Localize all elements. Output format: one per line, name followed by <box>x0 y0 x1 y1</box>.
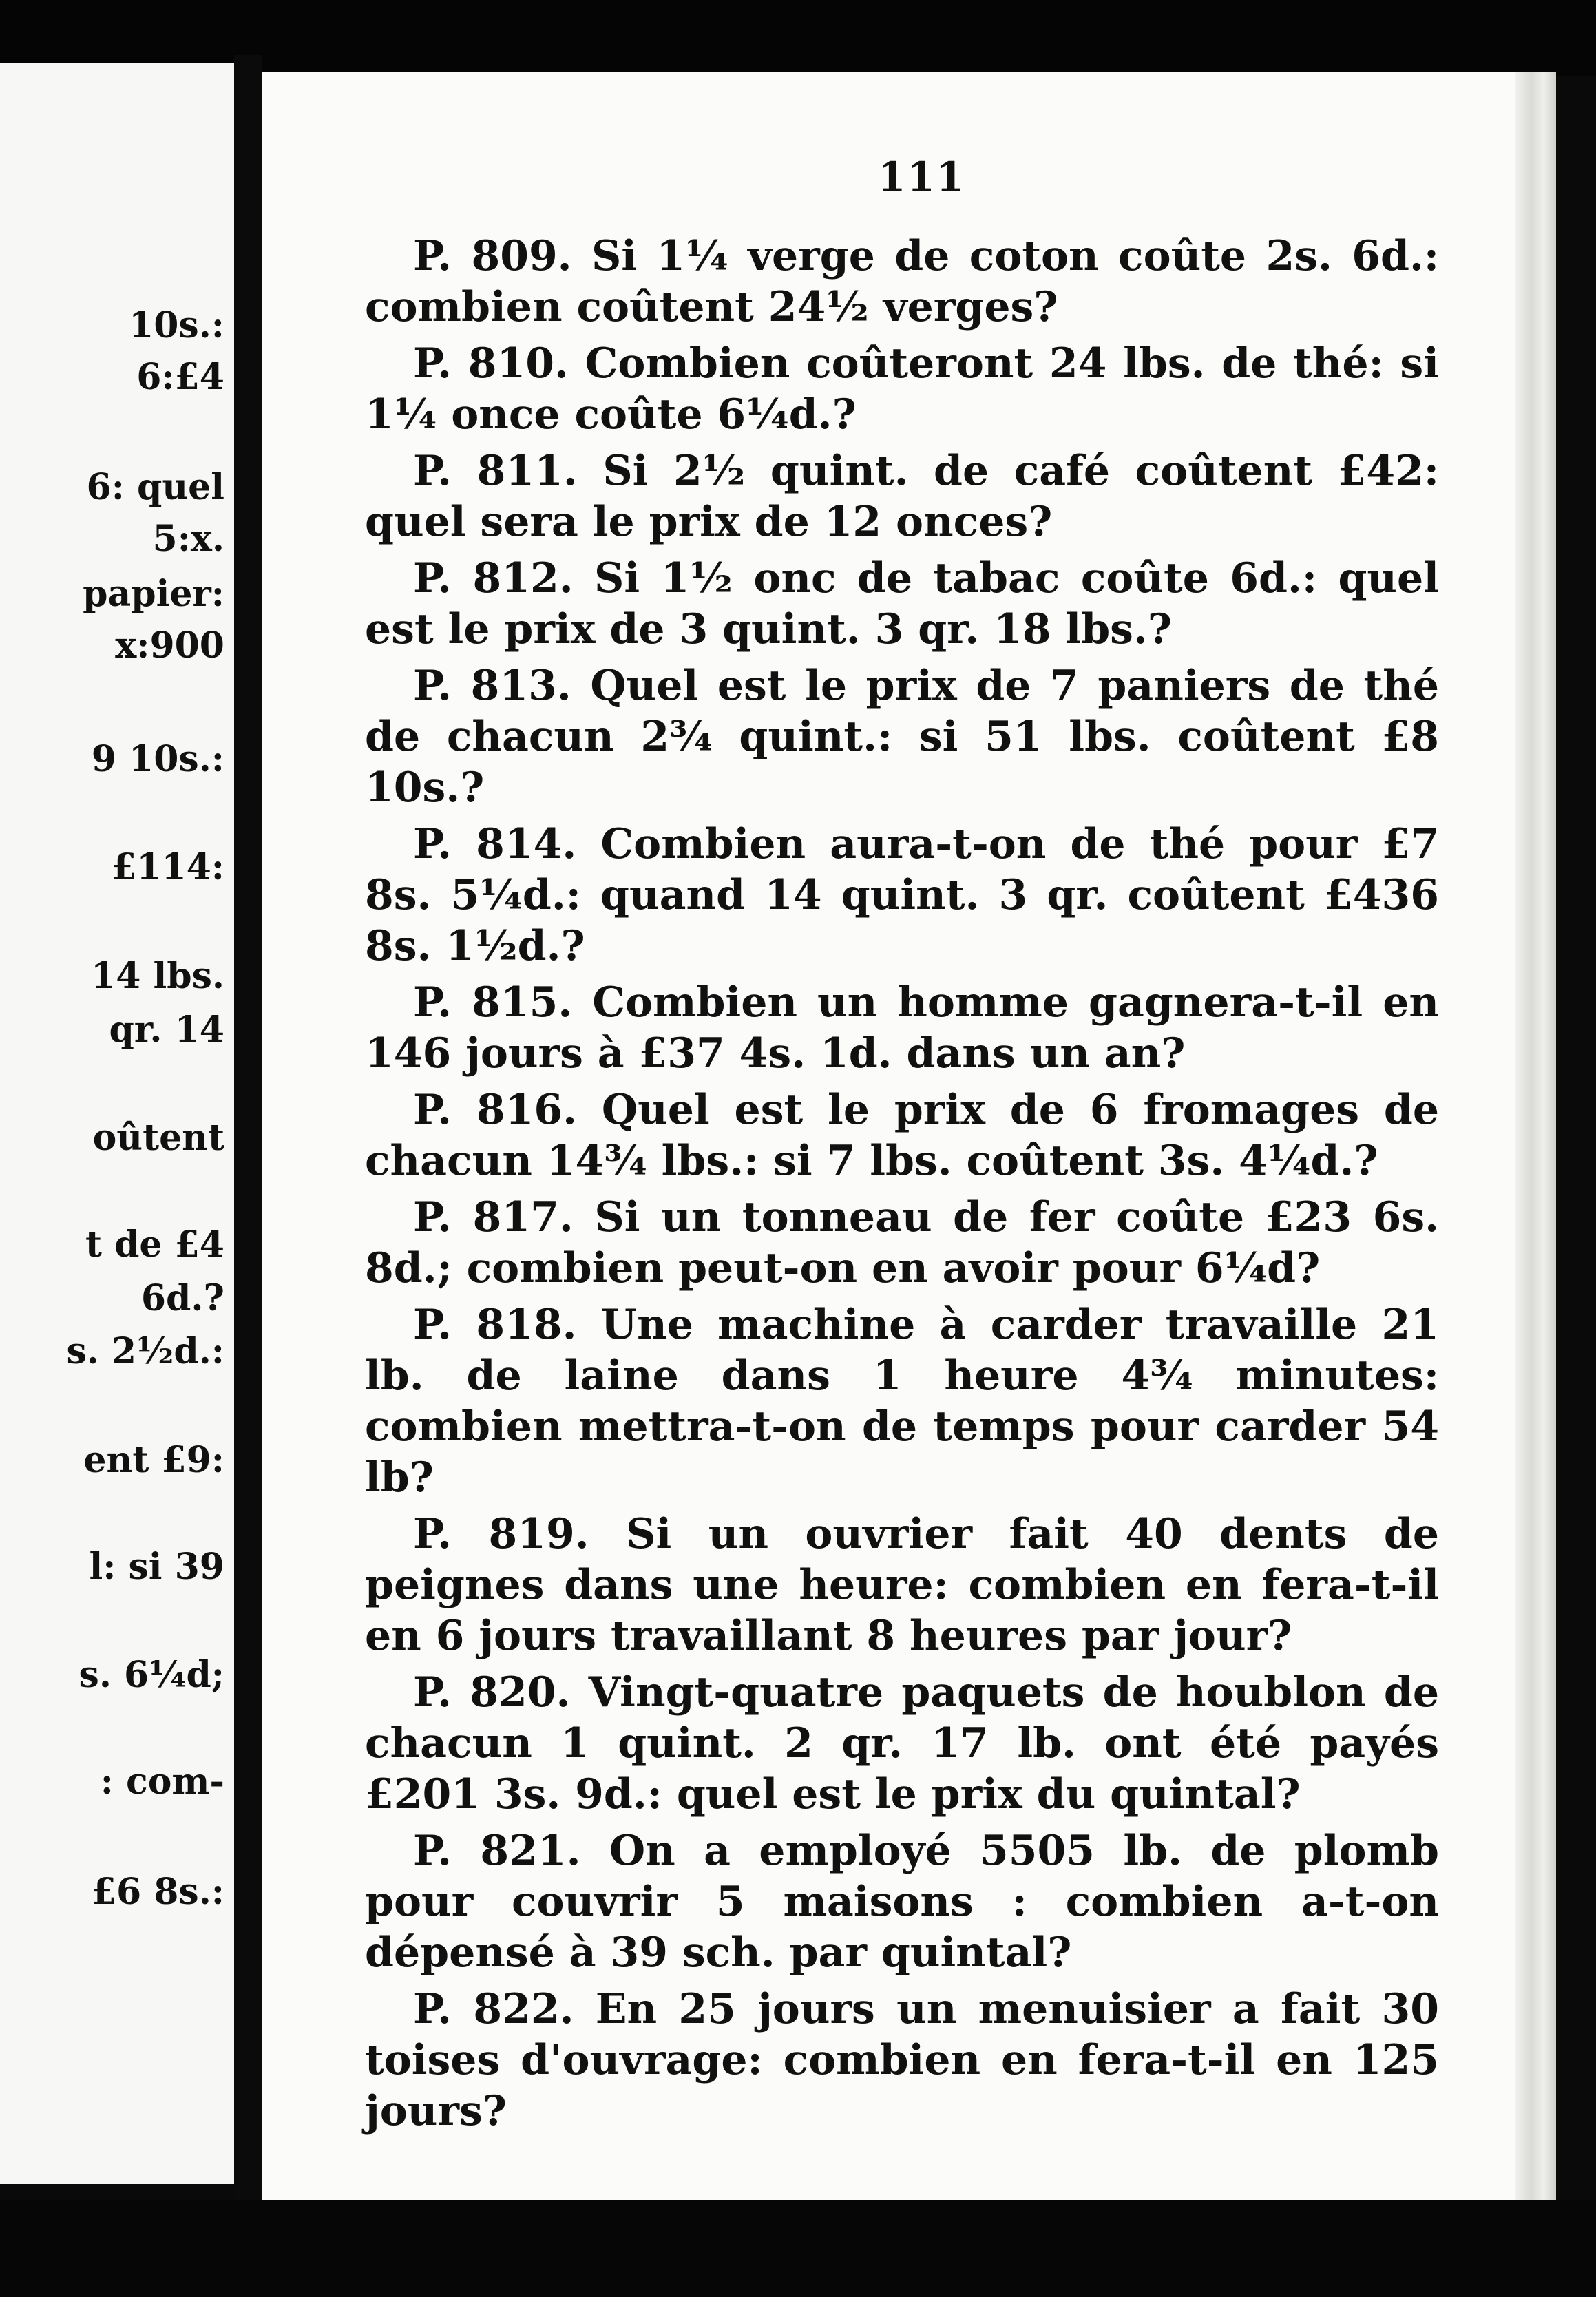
left-page-line: oûtent <box>92 1117 224 1159</box>
left-page-line: ent £9: <box>83 1439 224 1481</box>
left-page-line: t de £4 <box>85 1224 224 1266</box>
left-page-line: qr. 14 <box>109 1009 224 1051</box>
page-edge-shadow <box>1515 72 1556 2214</box>
left-page-line: 9 10s.: <box>91 738 224 780</box>
problem-819: P. 819. Si un ouvrier fait 40 dents de peignes dans une heure: combien en fera-t-il en 6 jours travaillant 8 heures par jour? <box>365 1510 1439 1660</box>
left-page-line: 6d.? <box>140 1277 224 1319</box>
page-body <box>365 231 1439 2142</box>
problem-813: P. 813. Quel est le prix de 7 paniers de thé de chacun 2¾ quint.: si 51 lbs. coûtent £8 10s.? <box>365 662 1439 812</box>
left-page-line: 6:£4 <box>136 356 224 398</box>
book-page <box>262 72 1556 2214</box>
left-page-line: £6 8s.: <box>91 1871 224 1913</box>
problem-818: P. 818. Une machine à carder travaille 21 lb. de laine dans 1 heure 4¾ minutes: combien mettra-t-on de temps pour carder 54 lb? <box>365 1301 1439 1502</box>
left-page-line: x:900 <box>115 625 224 667</box>
left-page-line: 6: quel <box>86 466 224 508</box>
left-page-line: papier: <box>83 573 224 615</box>
problem-816: P. 816. Quel est le prix de 6 fromages de chacun 14¾ lbs.: si 7 lbs. coûtent 3s. 4¼d.? <box>365 1086 1439 1185</box>
problem-810: P. 810. Combien coûteront 24 lbs. de thé: si 1¼ once coûte 6¼d.? <box>365 339 1439 439</box>
problem-817: P. 817. Si un tonneau de fer coûte £23 6s. 8d.; combien peut-on en avoir pour 6¼d? <box>365 1193 1439 1292</box>
left-page-line: s. 2½d.: <box>66 1330 224 1372</box>
previous-page-strip <box>0 63 234 2184</box>
problem-815: P. 815. Combien un homme gagnera-t-il en 146 jours à £37 4s. 1d. dans un an? <box>365 978 1439 1078</box>
left-page-line: : com- <box>100 1761 224 1803</box>
left-page-line: l: si 39 <box>89 1546 224 1588</box>
problem-811: P. 811. Si 2½ quint. de café coûtent £42: quel sera le prix de 12 onces? <box>365 447 1439 546</box>
problem-812: P. 812. Si 1½ onc de tabac coûte 6d.: quel est le prix de 3 quint. 3 qr. 18 lbs.? <box>365 554 1439 653</box>
problem-821: P. 821. On a employé 5505 lb. de plomb pour couvrir 5 maisons : combien a-t-on dépensé à 39 sch. par quintal? <box>365 1827 1439 1977</box>
left-page-line: 14 lbs. <box>91 955 224 997</box>
problem-809: P. 809. Si 1¼ verge de coton coûte 2s. 6d.: combien coûtent 24½ verges? <box>365 232 1439 331</box>
problem-822: P. 822. En 25 jours un menuisier a fait 30 toises d'ouvrage: combien en fera-t-il en 125 jours? <box>365 1985 1439 2135</box>
page-number: 111 <box>878 154 966 200</box>
left-page-line: s. 6¼d; <box>78 1654 224 1696</box>
problem-814: P. 814. Combien aura-t-on de thé pour £7 8s. 5¼d.: quand 14 quint. 3 qr. coûtent £436 8s. 1½d.? <box>365 820 1439 970</box>
problem-820: P. 820. Vingt-quatre paquets de houblon de chacun 1 quint. 2 qr. 17 lb. ont été payés £201 3s. 9d.: quel est le prix du quintal? <box>365 1668 1439 1818</box>
left-page-line: 10s.: <box>129 304 224 346</box>
scan-border-bottom <box>0 2200 1596 2297</box>
left-page-line: £114: <box>112 846 224 888</box>
book-gutter <box>234 55 262 2203</box>
left-page-line: 5:x. <box>152 518 224 560</box>
